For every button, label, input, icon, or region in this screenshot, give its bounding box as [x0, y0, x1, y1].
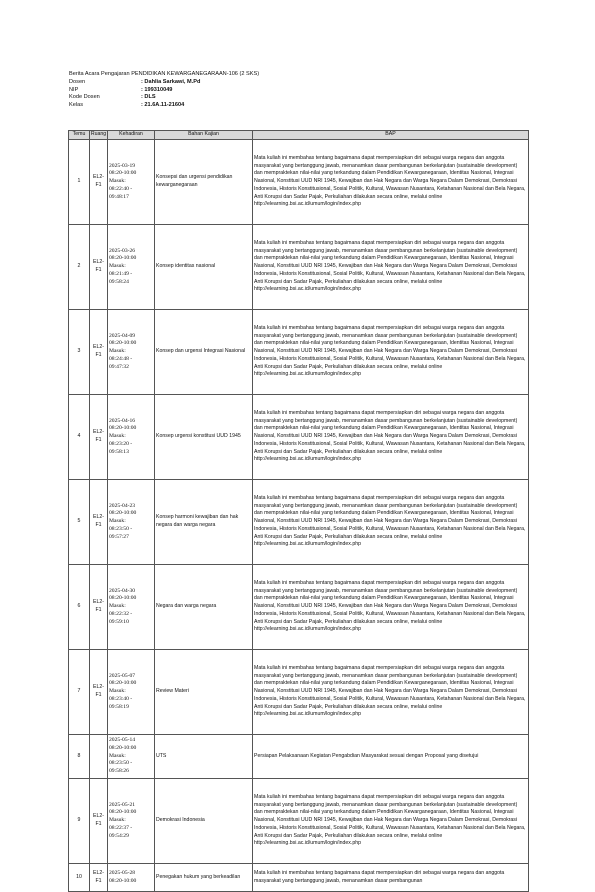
- cell-bap: Mata kuliah ini membahas tentang bagaimana dapat mempersiapkan diri sebagai warga negara dan anggota masyarakat yang bertanggung jawab, menanamkan dasar pembangunan berkelanjutan (sustainable development) dan mempraktekan nilai-nilai yang terkandung dalam Pendidikan Kewarganegaraan, Identitas Nasional, Integrasi Nasional, Konstitusi UUD NRI 1945, Kewajiban dan Hak Negara dan Warga Negara Dalam Demokrasi, Demokrasi Indonesia, Historis Konstitusional, Sosial Politik, Kultural, Wawasan Nusantara, Ketahanan Nasional dan Bela Negara, Anti Korupsi dan Sadar Pajak, Perkuliahan dilakukan secara online, melalui online http://elearning.bsi.ac.id/umum/login/index.php: [253, 225, 529, 310]
- cell-kehadiran: [108, 310, 155, 395]
- kehadiran-tanggal: 2025-03-26: [109, 247, 136, 254]
- column-header-bahan-kajian: Bahan Kajian: [155, 131, 253, 140]
- cell-ruang: EL2-F1: [90, 565, 108, 650]
- kehadiran-masuk-label: Masuk:: [109, 752, 126, 759]
- kehadiran-masuk-label: Masuk:: [109, 817, 126, 824]
- cell-kehadiran: [108, 480, 155, 565]
- cell-kehadiran: [108, 650, 155, 735]
- cell-kehadiran: [108, 864, 155, 892]
- kehadiran-masuk: 08:22:40 - 09:48:17: [109, 185, 133, 200]
- cell-temu: 3: [69, 310, 90, 395]
- cell-bahan-kajian: Konsepsi dan urgensi pendidikan kewarganegaraan: [155, 140, 253, 225]
- header-value: : DLS: [141, 94, 156, 101]
- table-row: [69, 225, 529, 310]
- cell-temu: 1: [69, 140, 90, 225]
- cell-temu: 2: [69, 225, 90, 310]
- table-row: [69, 864, 529, 892]
- header-value: : Dahlia Sarkawi, M.Pd: [141, 78, 201, 85]
- bap-table: [68, 130, 529, 892]
- kehadiran-masuk: 08:23:50 - 09:58:26: [109, 760, 133, 775]
- cell-ruang: EL2-F1: [90, 225, 108, 310]
- kehadiran-jam: 08:20-10:00: [109, 877, 137, 884]
- cell-bahan-kajian: Konsep urgensi konstitusi UUD 1945: [155, 395, 253, 480]
- cell-bap: Persiapan Pelaksanaan Kegiatan Pengabdian Masyarakat sesuai dengan Proposal yang disetujui: [253, 735, 529, 779]
- kehadiran-jam: 08:20-10:00: [109, 809, 137, 816]
- cell-bap: Mata kuliah ini membahas tentang bagaimana dapat mempersiapkan diri sebagai warga negara dan anggota masyarakat yang bertanggung jawab, menanamkan dasar pembangunan berkelanjutan (sustainable development) dan mempraktekan nilai-nilai yang terkandung dalam Pendidikan Kewarganegaraan, Identitas Nasional, Integrasi Nasional, Konstitusi UUD NRI 1945, Kewajiban dan Hak Negara dan Warga Negara Dalam Demokrasi, Demokrasi Indonesia, Historis Konstitusional, Sosial Politik, Kultural, Wawasan Nusantara, Ketahanan Nasional dan Bela Negara, Anti Korupsi dan Sadar Pajak, Perkuliahan dilakukan secara online, melalui online http://elearning.bsi.ac.id/umum/login/index.php: [253, 140, 529, 225]
- column-header-kehadiran: Kehadiran: [108, 131, 155, 140]
- kehadiran-masuk: 08:22:32 - 09:59:10: [109, 610, 133, 625]
- column-header-temu: Temu: [69, 131, 90, 140]
- cell-kehadiran: [108, 565, 155, 650]
- cell-bap: Mata kuliah ini membahas tentang bagaimana dapat mempersiapkan diri sebagai warga negara dan anggota masyarakat yang bertanggung jawab, menanamkan dasar pembangunan: [253, 864, 529, 892]
- cell-temu: 5: [69, 480, 90, 565]
- cell-bap: Mata kuliah ini membahas tentang bagaimana dapat mempersiapkan diri sebagai warga negara dan anggota masyarakat yang bertanggung jawab, menanamkan dasar pembangunan berkelanjutan (sustainable development) dan mempraktekan nilai-nilai yang terkandung dalam Pendidikan Kewarganegaraan, Identitas Nasional, Integrasi Nasional, Konstitusi UUD NRI 1945, Kewajiban dan Hak Negara dan Warga Negara Dalam Demokrasi, Demokrasi Indonesia, Historis Konstitusional, Sosial Politik, Kultural, Wawasan Nusantara, Ketahanan Nasional dan Bela Negara, Anti Korupsi dan Sadar Pajak, Perkuliahan dilakukan secara online, melalui online http://elearning.bsi.ac.id/umum/login/index.php: [253, 650, 529, 735]
- kehadiran-jam: 08:20-10:00: [109, 255, 137, 262]
- cell-temu: 7: [69, 650, 90, 735]
- cell-ruang: [90, 735, 108, 779]
- column-header-bap: BAP: [253, 131, 529, 140]
- cell-ruang: EL2-F1: [90, 480, 108, 565]
- kehadiran-tanggal: 2025-04-30: [109, 587, 136, 594]
- cell-bahan-kajian: Konsep dan urgensi Integrasi Nasional: [155, 310, 253, 395]
- header-label: Dosen: [69, 78, 86, 85]
- cell-ruang: EL2-F1: [90, 864, 108, 892]
- header-label: NIP: [69, 86, 79, 93]
- kehadiran-masuk: 08:23:40 - 09:58:19: [109, 695, 133, 710]
- kehadiran-jam: 08:20-10:00: [109, 425, 137, 432]
- cell-bap: Mata kuliah ini membahas tentang bagaimana dapat mempersiapkan diri sebagai warga negara dan anggota masyarakat yang bertanggung jawab, menanamkan dasar pembangunan berkelanjutan (sustainable development) dan mempraktekan nilai-nilai yang terkandung dalam Pendidikan Kewarganegaraan, Identitas Nasional, Integrasi Nasional, Konstitusi UUD NRI 1945, Kewajiban dan Hak Negara dan Warga Negara Dalam Demokrasi, Demokrasi Indonesia, Historis Konstitusional, Sosial Politik, Kultural, Wawasan Nusantara, Ketahanan Nasional dan Bela Negara, Anti Korupsi dan Sadar Pajak, Perkuliahan dilakukan secara online, melalui online http://elearning.bsi.ac.id/umum/login/index.php: [253, 310, 529, 395]
- header-value: : 21.6A.11-21604: [141, 102, 185, 109]
- kehadiran-masuk: 08:22:37 - 09:54:29: [109, 824, 133, 839]
- cell-bap: Mata kuliah ini membahas tentang bagaimana dapat mempersiapkan diri sebagai warga negara dan anggota masyarakat yang bertanggung jawab, menanamkan dasar pembangunan berkelanjutan (sustainable development) dan mempraktekan nilai-nilai yang terkandung dalam Pendidikan Kewarganegaraan, Identitas Nasional, Integrasi Nasional, Konstitusi UUD NRI 1945, Kewajiban dan Hak Negara dan Warga Negara Dalam Demokrasi, Demokrasi Indonesia, Historis Konstitusional, Sosial Politik, Kultural, Wawasan Nusantara, Ketahanan Nasional dan Bela Negara, Anti Korupsi dan Sadar Pajak, Perkuliahan dilakukan secara online, melalui online http://elearning.bsi.ac.id/umum/login/index.php: [253, 480, 529, 565]
- table-row: [69, 735, 529, 779]
- kehadiran-tanggal: 2025-05-14: [109, 737, 136, 744]
- cell-kehadiran: [108, 735, 155, 779]
- kehadiran-tanggal: 2025-03-19: [109, 162, 136, 169]
- kehadiran-masuk-label: Masuk:: [109, 518, 126, 525]
- cell-kehadiran: [108, 140, 155, 225]
- cell-bahan-kajian: Review Materi: [155, 650, 253, 735]
- table-row: [69, 565, 529, 650]
- table-row: [69, 310, 529, 395]
- kehadiran-tanggal: 2025-04-09: [109, 332, 136, 339]
- cell-bahan-kajian: UTS: [155, 735, 253, 779]
- cell-temu: 8: [69, 735, 90, 779]
- header-value: : 199310049: [141, 86, 173, 93]
- cell-bap: Mata kuliah ini membahas tentang bagaimana dapat mempersiapkan diri sebagai warga negara dan anggota masyarakat yang bertanggung jawab, menanamkan dasar pembangunan berkelanjutan (sustainable development) dan mempraktekan nilai-nilai yang terkandung dalam Pendidikan Kewarganegaraan, Identitas Nasional, Integrasi Nasional, Konstitusi UUD NRI 1945, Kewajiban dan Hak Negara dan Warga Negara Dalam Demokrasi, Demokrasi Indonesia, Historis Konstitusional, Sosial Politik, Kultural, Wawasan Nusantara, Ketahanan Nasional dan Bela Negara, Anti Korupsi dan Sadar Pajak, Perkuliahan dilakukan secara online, melalui online http://elearning.bsi.ac.id/umum/login/index.php: [253, 779, 529, 864]
- table-row: [69, 395, 529, 480]
- kehadiran-masuk-label: Masuk:: [109, 178, 126, 185]
- cell-bahan-kajian: Konsep harmoni kewajiban dan hak negara dan warga negara: [155, 480, 253, 565]
- table-header-row: [69, 131, 529, 140]
- column-header-ruang: Ruang: [90, 131, 108, 140]
- table-row: [69, 779, 529, 864]
- cell-bahan-kajian: Negara dan warga negara: [155, 565, 253, 650]
- kehadiran-masuk-label: Masuk:: [109, 263, 126, 270]
- kehadiran-jam: 08:20-10:00: [109, 340, 137, 347]
- cell-temu: 6: [69, 565, 90, 650]
- kehadiran-masuk-label: Masuk:: [109, 348, 126, 355]
- kehadiran-tanggal: 2025-04-23: [109, 502, 136, 509]
- cell-ruang: EL2-F1: [90, 395, 108, 480]
- kehadiran-tanggal: 2025-05-28: [109, 869, 136, 876]
- header-label: Kode Dosen: [69, 94, 100, 101]
- cell-temu: 4: [69, 395, 90, 480]
- kehadiran-jam: 08:20-10:00: [109, 744, 137, 751]
- cell-bap: Mata kuliah ini membahas tentang bagaimana dapat mempersiapkan diri sebagai warga negara dan anggota masyarakat yang bertanggung jawab, menanamkan dasar pembangunan berkelanjutan (sustainable development) dan mempraktekan nilai-nilai yang terkandung dalam Pendidikan Kewarganegaraan, Identitas Nasional, Integrasi Nasional, Konstitusi UUD NRI 1945, Kewajiban dan Hak Negara dan Warga Negara Dalam Demokrasi, Demokrasi Indonesia, Historis Konstitusional, Sosial Politik, Kultural, Wawasan Nusantara, Ketahanan Nasional dan Bela Negara, Anti Korupsi dan Sadar Pajak, Perkuliahan dilakukan secara online, melalui online http://elearning.bsi.ac.id/umum/login/index.php: [253, 395, 529, 480]
- kehadiran-jam: 08:20-10:00: [109, 595, 137, 602]
- cell-ruang: EL2-F1: [90, 140, 108, 225]
- cell-kehadiran: [108, 395, 155, 480]
- cell-ruang: EL2-F1: [90, 310, 108, 395]
- table-row: [69, 480, 529, 565]
- cell-kehadiran: [108, 779, 155, 864]
- kehadiran-masuk: 08:21:49 - 09:58:24: [109, 270, 133, 285]
- table-row: [69, 650, 529, 735]
- table-body: [69, 140, 529, 892]
- kehadiran-masuk: 08:23:20 - 09:58:13: [109, 440, 133, 455]
- document-title: Berita Acara Pengajaran PENDIDIKAN KEWARGANEGARAAN-106 (2 SKS): [69, 71, 260, 77]
- kehadiran-masuk-label: Masuk:: [109, 688, 126, 695]
- kehadiran-masuk: 08:23:50 - 09:57:27: [109, 525, 133, 540]
- kehadiran-tanggal: 2025-05-07: [109, 672, 136, 679]
- cell-bahan-kajian: Penegakan hukum yang berkeadilan: [155, 864, 253, 892]
- cell-kehadiran: [108, 225, 155, 310]
- kehadiran-jam: 08:20-10:00: [109, 170, 137, 177]
- cell-bahan-kajian: Konsep identitas nasional: [155, 225, 253, 310]
- cell-ruang: EL2-F1: [90, 779, 108, 864]
- kehadiran-masuk: 08:24:48 - 09:47:32: [109, 355, 133, 370]
- kehadiran-masuk-label: Masuk:: [109, 603, 126, 610]
- cell-ruang: EL2-F1: [90, 650, 108, 735]
- table-row: [69, 140, 529, 225]
- cell-bahan-kajian: Demokrasi Indonesia: [155, 779, 253, 864]
- kehadiran-tanggal: 2025-04-16: [109, 417, 136, 424]
- header-label: Kelas: [69, 102, 83, 109]
- kehadiran-jam: 08:20-10:00: [109, 510, 137, 517]
- kehadiran-tanggal: 2025-05-21: [109, 801, 136, 808]
- kehadiran-masuk-label: Masuk:: [109, 433, 126, 440]
- cell-temu: 10: [69, 864, 90, 892]
- kehadiran-jam: 08:20-10:00: [109, 680, 137, 687]
- cell-temu: 9: [69, 779, 90, 864]
- cell-bap: Mata kuliah ini membahas tentang bagaimana dapat mempersiapkan diri sebagai warga negara dan anggota masyarakat yang bertanggung jawab, menanamkan dasar pembangunan berkelanjutan (sustainable development) dan mempraktekan nilai-nilai yang terkandung dalam Pendidikan Kewarganegaraan, Identitas Nasional, Integrasi Nasional, Konstitusi UUD NRI 1945, Kewajiban dan Hak Negara dan Warga Negara Dalam Demokrasi, Demokrasi Indonesia, Historis Konstitusional, Sosial Politik, Kultural, Wawasan Nusantara, Ketahanan Nasional dan Bela Negara, Anti Korupsi dan Sadar Pajak, Perkuliahan dilakukan secara online, melalui online http://elearning.bsi.ac.id/umum/login/index.php: [253, 565, 529, 650]
